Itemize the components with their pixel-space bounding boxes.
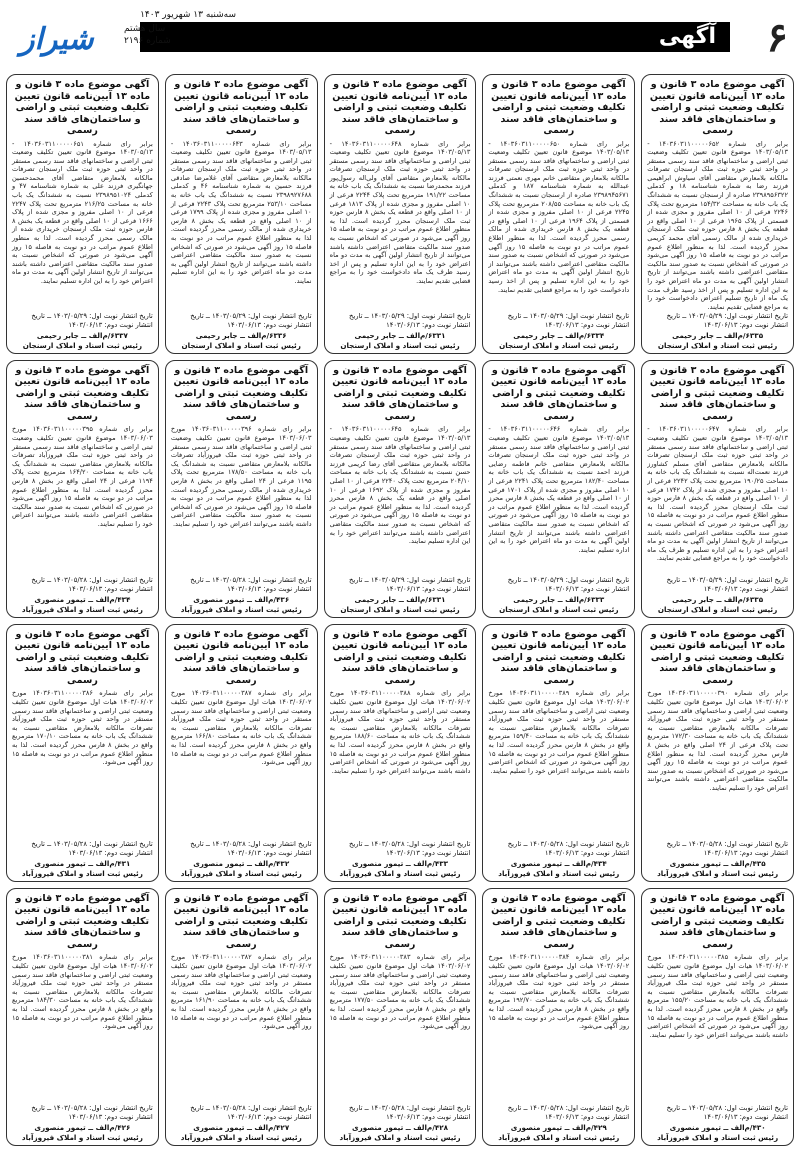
notice-office: رئیس ثبت اسناد و املاک ارسنجان (657, 340, 778, 350)
notice-code: ۴۲۹/م‌الف ــ تیمور منصوری (510, 1123, 607, 1133)
notice-box (165, 888, 318, 1146)
notice-body: برابر رای شماره ۱۴۰۳۶۰۳۱۱۰۰۰۰۰۶۴۵ - ۱۴۰۳/۰۵/۱۳ موضوع قانون تعیین تکلیف وضعیت ثبتی اراضی و ساختمانهای فاقد سند رسمی مستقر در واحد ثبتی حوزه ثبت ملک ارسنجان تصرفات مالکانه بلامعارض متقاضی آقای رضا کریمی فرزند حسن نسبت به ششدانگ یک باب خانه به مساحت ۲۰۴/۱۰ مترمربع تحت پلاک ۲۲۴۰ فرعی از ۱۰ اصلی مفروز و مجزی شده از پلاک ۱۶۹۲ فرعی از ۱۰ اصلی واقع در قطعه یک بخش ۸ فارس محرز گردیده است. لذا به منظور اطلاع عموم مراتب در دو نوبت به فاصله ۱۵ روز آگهی می‌شود در صورتی که اشخاص نسبت به صدور سند مالکیت متقاضی اعتراضی داشته باشند می‌توانند اعتراض خود را به این اداره تسلیم نمایند. (329, 425, 471, 546)
notice-body: برابر رای شماره ۱۴۰۳۶۰۳۱۱۰۰۰۰۰۳۸۸ مورخ ۱۴۰۳/۰۶/۰۲ هیات اول موضوع قانون تعیین تکلیف وضعیت ثبتی اراضی و ساختمانهای فاقد سند رسمی مستقر در واحد ثبتی حوزه ثبت ملک فیروزآباد تصرفات مالکانه بلامعارض متقاضی نسبت به ششدانگ یک باب خانه به مساحت ۱۸۸/۶۰ مترمربع واقع در بخش ۸ فارس محرز گردیده است. لذا به منظور اطلاع عموم مراتب در دو نوبت به فاصله ۱۵ روز آگهی می‌شود در صورتی که اشخاص اعتراضی داشته باشند می‌توانند اعتراض خود را تسلیم نمایند. (329, 689, 471, 775)
notice-title: آگهی موضوع ماده ۳ قانون و ماده ۱۳ آیین‌نامه قانون تعیین تکلیف وضعیت ثبتی و اراضی و ساختمان‌های فاقد سند رسمی (332, 892, 468, 950)
notice-dates: تاریخ انتشار نوبت اول: ۱۴۰۳/۰۵/۲۸ ــ تاریخ انتشار نوبت دوم: ۱۴۰۳/۰۶/۱۳ (31, 840, 153, 857)
notice-dates: تاریخ انتشار نوبت اول: ۱۴۰۳/۰۵/۲۹ ــ تاریخ انتشار نوبت دوم: ۱۴۰۳/۰۶/۱۳ (507, 576, 630, 593)
notice-title: آگهی موضوع ماده ۳ قانون و ماده ۱۳ آیین‌نامه قانون تعیین تکلیف وضعیت ثبتی و اراضی و ساختمان‌های فاقد سند رسمی (649, 892, 786, 950)
notice-title: آگهی موضوع ماده ۳ قانون و ماده ۱۳ آیین‌نامه قانون تعیین تکلیف وضعیت ثبتی و اراضی و ساختمان‌های فاقد سند رسمی (332, 79, 468, 136)
notice-box (482, 888, 635, 1146)
notice-dates: تاریخ انتشار نوبت اول: ۱۴۰۳/۰۵/۲۸ ــ تاریخ انتشار نوبت دوم: ۱۴۰۳/۰۶/۱۳ (190, 1104, 312, 1121)
issue-date: سه‌شنبه ۱۳ شهریور ۱۴۰۳ (140, 10, 236, 20)
notice-title: آگهی موضوع ماده ۳ قانون و ماده ۱۳ آیین‌نامه قانون تعیین تکلیف وضعیت ثبتی و اراضی و ساختمان‌های فاقد سند رسمی (491, 892, 627, 950)
notice-title: آگهی موضوع ماده ۳ قانون و ماده ۱۳ آیین‌نامه قانون تعیین تکلیف وضعیت ثبتی و اراضی و ساختمان‌های فاقد سند رسمی (173, 79, 309, 136)
notice-office: رئیس ثبت اسناد و املاک فیروزآباد (339, 1132, 461, 1142)
notice-office: رئیس ثبت اسناد و املاک ارسنجان (657, 604, 778, 614)
notice-title: آگهی موضوع ماده ۳ قانون و ماده ۱۳ آیین‌نامه قانون تعیین تکلیف وضعیت ثبتی و اراضی و ساختمان‌های فاقد سند رسمی (173, 628, 309, 686)
notice-office: رئیس ثبت اسناد و املاک فیروزآباد (657, 868, 779, 878)
notice-office: رئیس ثبت اسناد و املاک فیروزآباد (21, 868, 143, 878)
notice-title: آگهی موضوع ماده ۳ قانون و ماده ۱۳ آیین‌نامه قانون تعیین تکلیف وضعیت ثبتی و اراضی و ساختمان‌های فاقد سند رسمی (491, 79, 627, 136)
notice-code: ۴۳۵/م‌الف ــ تیمور منصوری (669, 859, 766, 869)
notice-dates: تاریخ انتشار نوبت اول: ۱۴۰۳/۰۵/۲۸ ــ تاریخ انتشار نوبت دوم: ۱۴۰۳/۰۶/۱۳ (666, 1104, 788, 1121)
notice-body: برابر رای شماره ۱۴۰۳۶۰۳۱۱۰۰۰۰۰۳۸۷ مورخ ۱۴۰۳/۰۶/۰۲ هیات اول موضوع قانون تعیین تکلیف وضعیت ثبتی اراضی و ساختمانهای فاقد سند رسمی مستقر در واحد ثبتی حوزه ثبت ملک فیروزآباد تصرفات مالکانه بلامعارض متقاضی نسبت به ششدانگ یک باب خانه به مساحت ۱۶۶/۸۰ مترمربع واقع در بخش ۸ فارس محرز گردیده است. لذا به منظور اطلاع عموم مراتب در دو نوبت به فاصله ۱۵ روز آگهی می‌شود. (170, 689, 312, 767)
notice-title: آگهی موضوع ماده ۳ قانون و ماده ۱۳ آیین‌نامه قانون تعیین تکلیف وضعیت ثبتی و اراضی و ساختمان‌های فاقد سند رسمی (14, 79, 151, 136)
page-header (0, 0, 800, 72)
notice-dates: تاریخ انتشار نوبت اول: ۱۴۰۳/۰۵/۲۸ ــ تاریخ انتشار نوبت دوم: ۱۴۰۳/۰۶/۱۳ (190, 576, 312, 593)
notice-code: ۶۳۳۴/م‌الف ــ جابر رحیمی (513, 331, 605, 341)
notice-code: ۶۳۳۱/م‌الف ــ جابر رحیمی (354, 331, 446, 341)
notice-code: ۴۲۶/م‌الف ــ تیمور منصوری (34, 1123, 131, 1133)
notice-code: ۴۳۳/م‌الف ــ تیمور منصوری (352, 859, 449, 869)
notice-box (6, 888, 159, 1146)
notice-dates: تاریخ انتشار نوبت اول: ۱۴۰۳/۰۵/۲۸ ــ تاریخ انتشار نوبت دوم: ۱۴۰۳/۰۶/۱۳ (190, 840, 312, 857)
notice-code: ۴۳۲/م‌الف ــ تیمور منصوری (193, 859, 290, 869)
notice-code: ۴۲۸/م‌الف ــ تیمور منصوری (352, 1123, 449, 1133)
notice-dates: تاریخ انتشار نوبت اول: ۱۴۰۳/۰۵/۲۸ ــ تاریخ انتشار نوبت دوم: ۱۴۰۳/۰۶/۱۳ (31, 1104, 153, 1121)
notice-box (324, 624, 477, 882)
notice-office: رئیس ثبت اسناد و املاک فیروزآباد (180, 1132, 302, 1142)
notice-dates: تاریخ انتشار نوبت اول: ۱۴۰۳/۰۵/۲۸ ــ تاریخ انتشار نوبت دوم: ۱۴۰۳/۰۶/۱۳ (507, 840, 630, 857)
notice-box (324, 888, 477, 1146)
notice-body: برابر رای شماره ۱۴۰۳۶۰۳۱۱۰۰۰۰۰۶۴۷ - ۱۴۰۳/۰۵/۱۳ موضوع قانون تعیین تکلیف وضعیت ثبتی اراضی و ساختمانهای فاقد سند رسمی مستقر در واحد ثبتی حوزه ثبت ملک ارسنجان تصرفات مالکانه بلامعارض متقاضی آقای مسلم کشاورز فرزند نعمت‌اله نسبت به ششدانگ یک باب خانه به مساحت ۱۹۰/۲۵ مترمربع تحت پلاک ۲۲۴۲ فرعی از ۱۰ اصلی مفروز و مجزی شده از پلاک ۱۷۴۲ فرعی از ۱۰ اصلی واقع در قطعه یک بخش ۸ فارس حوزه ثبت ملک ارسنجان محرز گردیده است. لذا به منظور اطلاع عموم مراتب در دو نوبت به فاصله ۱۵ روز آگهی می‌شود در صورتی که اشخاص نسبت به صدور سند مالکیت متقاضی اعتراضی داشته باشند می‌توانند از تاریخ انتشار اولین آگهی به مدت دو ماه اعتراض خود را به این اداره تسلیم و ظرف یک ماه دادخواست خود را به مراجع قضایی تقدیم نمایند. (647, 425, 788, 563)
notice-box (165, 624, 318, 882)
notice-code: ۶۳۳۷/م‌الف ــ جابر رحیمی (36, 331, 128, 341)
notice-title: آگهی موضوع ماده ۳ قانون و ماده ۱۳ آیین‌نامه قانون تعیین تکلیف وضعیت ثبتی و اراضی و ساختمان‌های فاقد سند رسمی (649, 79, 786, 136)
notice-title: آگهی موضوع ماده ۳ قانون و ماده ۱۳ آیین‌نامه قانون تعیین تکلیف وضعیت ثبتی و اراضی و ساختمان‌های فاقد سند رسمی (491, 364, 627, 422)
notice-title: آگهی موضوع ماده ۳ قانون و ماده ۱۳ آیین‌نامه قانون تعیین تکلیف وضعیت ثبتی و اراضی و ساختمان‌های فاقد سند رسمی (649, 628, 786, 686)
notice-body: برابر رای شماره ۱۴۰۳۶۰۳۱۱۰۰۰۰۰۳۸۱ مورخ ۱۴۰۳/۰۶/۰۲ هیات اول موضوع قانون تعیین تکلیف وضعیت ثبتی اراضی و ساختمانهای فاقد سند رسمی مستقر در واحد ثبتی حوزه ثبت ملک فیروزآباد تصرفات مالکانه بلامعارض متقاضی نسبت به ششدانگ یک باب خانه به مساحت ۱۸۴/۳۰ مترمربع واقع در بخش ۸ فارس محرز گردیده است. لذا به منظور اطلاع عموم مراتب در دو نوبت به فاصله ۱۵ روز آگهی می‌شود. (12, 953, 153, 1031)
notice-body: برابر رای شماره ۱۴۰۳۶۰۳۱۱۰۰۰۰۰۳۹۵ مورخ ۱۴۰۳/۰۶/۰۳ موضوع قانون تعیین تکلیف وضعیت ثبتی اراضی و ساختمانهای فاقد سند رسمی مستقر در واحد ثبتی حوزه ثبت ملک فیروزآباد تصرفات مالکانه بلامعارض متقاضی نسبت به ششدانگ یک باب خانه به مساحت ۱۶۴/۲۰ مترمربع تحت پلاک ۱۱۹۴ فرعی از ۲۴ اصلی واقع در بخش ۸ فارس محرز گردیده است. لذا به منظور اطلاع عموم مراتب در دو نوبت به فاصله ۱۵ روز آگهی می‌شود در صورتی که اشخاص نسبت به صدور سند مالکیت متقاضی اعتراضی داشته باشند می‌توانند اعتراض خود را تسلیم نمایند. (12, 425, 153, 528)
page-number: ۶ (766, 14, 788, 61)
notice-office: رئیس ثبت اسناد و املاک ارسنجان (499, 340, 619, 350)
notice-dates: تاریخ انتشار نوبت اول: ۱۴۰۳/۰۵/۲۹ ــ تاریخ انتشار نوبت دوم: ۱۴۰۳/۰۶/۱۳ (348, 312, 471, 329)
notice-body: برابر رای شماره ۱۴۰۳۶۰۳۱۱۰۰۰۰۰۳۸۳ مورخ ۱۴۰۳/۰۶/۰۲ هیات اول موضوع قانون تعیین تکلیف وضعیت ثبتی اراضی و ساختمانهای فاقد سند رسمی مستقر در واحد ثبتی حوزه ثبت ملک فیروزآباد تصرفات مالکانه بلامعارض متقاضی نسبت به ششدانگ یک باب خانه به مساحت ۱۷۷/۵۰ مترمربع واقع در بخش ۸ فارس محرز گردیده است. لذا به منظور اطلاع عموم مراتب در دو نوبت به فاصله ۱۵ روز آگهی می‌شود. (329, 953, 471, 1031)
notice-dates: تاریخ انتشار نوبت اول: ۱۴۰۳/۰۵/۲۹ ــ تاریخ انتشار نوبت دوم: ۱۴۰۳/۰۶/۱۳ (348, 576, 471, 593)
notice-body: برابر رای شماره ۱۴۰۳۶۰۳۱۱۰۰۰۰۰۳۸۴ مورخ ۱۴۰۳/۰۶/۰۲ هیات اول موضوع قانون تعیین تکلیف وضعیت ثبتی اراضی و ساختمانهای فاقد سند رسمی مستقر در واحد ثبتی حوزه ثبت ملک فیروزآباد تصرفات مالکانه بلامعارض متقاضی نسبت به ششدانگ یک باب خانه به مساحت ۱۹۲/۷۰ مترمربع واقع در بخش ۸ فارس محرز گردیده است. لذا به منظور اطلاع عموم مراتب در دو نوبت به فاصله ۱۵ روز آگهی می‌شود. (488, 953, 630, 1031)
notice-title: آگهی موضوع ماده ۳ قانون و ماده ۱۳ آیین‌نامه قانون تعیین تکلیف وضعیت ثبتی و اراضی و ساختمان‌های فاقد سند رسمی (491, 628, 627, 686)
notice-box (324, 74, 477, 354)
notice-box (165, 360, 318, 618)
notice-code: ۴۳۱/م‌الف ــ تیمور منصوری (34, 859, 131, 869)
issue-year: سال هشتم (124, 24, 166, 34)
notice-office: رئیس ثبت اسناد و املاک فیروزآباد (339, 868, 461, 878)
notice-dates: تاریخ انتشار نوبت اول: ۱۴۰۳/۰۵/۲۹ ــ تاریخ انتشار نوبت دوم: ۱۴۰۳/۰۶/۱۳ (190, 312, 312, 329)
notice-office: رئیس ثبت اسناد و املاک فیروزآباد (21, 604, 143, 614)
notice-box (641, 888, 794, 1146)
notice-office: رئیس ثبت اسناد و املاک ارسنجان (499, 604, 619, 614)
notice-title: آگهی موضوع ماده ۳ قانون و ماده ۱۳ آیین‌نامه قانون تعیین تکلیف وضعیت ثبتی و اراضی و ساختمان‌های فاقد سند رسمی (14, 364, 151, 422)
notice-box (482, 360, 635, 618)
notice-code: ۶۳۳۵/م‌الف ــ جابر رحیمی (672, 595, 764, 605)
notice-body: برابر رای شماره ۱۴۰۳۶۰۳۱۱۰۰۰۰۰۶۵۲ - ۱۴۰۳/۰۵/۱۳ موضوع قانون تعیین تکلیف وضعیت ثبتی اراضی و ساختمانهای فاقد سند رسمی مستقر در واحد ثبتی حوزه ثبت ملک ارسنجان تصرفات مالکانه بلامعارض متقاضی آقای سیاوش ابراهیمی فرزند رضا به شماره شناسنامه ۱۸ و کدملی ۲۳۹۸۹۵۶۳۲۲ صادره از ارسنجان نسبت به ششدانگ یک باب خانه به مساحت ۱۵۴/۳۲ مترمربع تحت پلاک ۲۲۴۶ فرعی از ۱۰ اصلی مفروز و مجزی شده از قسمتی از پلاک ۱۹۶۵ فرعی از ۱۰ اصلی واقع در قطعه یک بخش ۸ فارس حوزه ثبت ملک ارسنجان خریداری شده از مالک رسمی آقای محمد کریمی محرز گردیده است. لذا به منظور اطلاع عموم مراتب در دو نوبت به فاصله ۱۵ روز آگهی می‌شود در صورتی که اشخاص نسبت به صدور سند مالکیت متقاضی اعتراضی داشته باشند می‌توانند از تاریخ انتشار اولین آگهی به مدت دو ماه اعتراض خود را به این اداره تسلیم و پس از اخذ رسید ظرف مدت یک ماه از تاریخ تسلیم اعتراض دادخواست خود را به مراجع قضایی تقدیم نمایند. (647, 139, 789, 311)
notice-dates: تاریخ انتشار نوبت اول: ۱۴۰۳/۰۵/۲۹ ــ تاریخ انتشار نوبت دوم: ۱۴۰۳/۰۶/۱۳ (31, 312, 153, 329)
notice-dates: تاریخ انتشار نوبت اول: ۱۴۰۳/۰۵/۲۸ ــ تاریخ انتشار نوبت دوم: ۱۴۰۳/۰۶/۱۳ (348, 840, 471, 857)
notice-office: رئیس ثبت اسناد و املاک ارسنجان (340, 604, 460, 614)
notice-code: ۶۳۳۵/م‌الف ــ جابر رحیمی (672, 331, 764, 341)
notice-code: ۴۳۰/م‌الف ــ تیمور منصوری (669, 1123, 766, 1133)
notice-body: برابر رای شماره ۱۴۰۳۶۰۳۱۱۰۰۰۰۰۳۸۵ مورخ ۱۴۰۳/۰۶/۰۲ هیات اول موضوع قانون تعیین تکلیف وضعیت ثبتی اراضی و ساختمانهای فاقد سند رسمی مستقر در واحد ثبتی حوزه ثبت ملک فیروزآباد تصرفات مالکانه بلامعارض متقاضی نسبت به ششدانگ یک باب خانه به مساحت ۱۵۵/۲۰ مترمربع واقع در بخش ۸ فارس محرز گردیده است. لذا به منظور اطلاع عموم مراتب در دو نوبت به فاصله ۱۵ روز آگهی می‌شود در صورتی که اشخاص اعتراضی داشته باشند می‌توانند اعتراض خود را تسلیم نمایند. (647, 953, 788, 1039)
notice-box (6, 624, 159, 882)
section-title: آگهی (658, 24, 716, 49)
notice-body: برابر رای شماره ۱۴۰۳۶۰۳۱۱۰۰۰۰۰۳۸۹ مورخ ۱۴۰۳/۰۶/۰۲ هیات اول موضوع قانون تعیین تکلیف وضعیت ثبتی اراضی و ساختمانهای فاقد سند رسمی مستقر در واحد ثبتی حوزه ثبت ملک فیروزآباد تصرفات مالکانه بلامعارض متقاضی نسبت به ششدانگ یک باب خانه به مساحت ۱۵۹/۴۰ مترمربع واقع در بخش ۸ فارس محرز گردیده است. لذا به منظور اطلاع عموم مراتب در دو نوبت به فاصله ۱۵ روز آگهی می‌شود در صورتی که اشخاص اعتراضی داشته باشند می‌توانند اعتراض خود را تسلیم نمایند. (488, 689, 630, 775)
notice-title: آگهی موضوع ماده ۳ قانون و ماده ۱۳ آیین‌نامه قانون تعیین تکلیف وضعیت ثبتی و اراضی و ساختمان‌های فاقد سند رسمی (649, 364, 786, 422)
notice-box (482, 624, 635, 882)
notice-box (165, 74, 318, 354)
notice-box (6, 74, 159, 354)
notice-office: رئیس ثبت اسناد و املاک فیروزآباد (498, 1132, 620, 1142)
notice-body: برابر رای شماره ۱۴۰۳۶۰۳۱۱۰۰۰۰۰۶۵۱ - ۱۴۰۳/۰۵/۱۳ موضوع قانون تعیین تکلیف وضعیت ثبتی اراضی و ساختمانهای فاقد سند رسمی مستقر در واحد ثبتی حوزه ثبت ملک ارسنجان تصرفات مالکانه بلامعارض متقاضی آقای محمدحسین جهانگیری فرزند علی به شماره شناسنامه ۴۷ و کدملی ۲۳۹۸۹۵۱۰۲۴ نسبت به ششدانگ یک باب خانه به مساحت ۲۱۶/۲۵ مترمربع تحت پلاک ۲۲۴۷ فرعی از ۱۰ اصلی مفروز و مجزی شده از پلاک ۱۶۶۶ فرعی از ۱۰ اصلی واقع در قطعه یک بخش ۸ فارس حوزه ثبت ملک ارسنجان خریداری شده از مالک رسمی محرز گردیده است. لذا به منظور اطلاع عموم مراتب در دو نوبت به فاصله ۱۵ روز آگهی می‌شود در صورتی که اشخاص نسبت به صدور سند مالکیت متقاضی اعتراضی داشته باشند می‌توانند از تاریخ انتشار اولین آگهی به مدت دو ماه اعتراض خود را به این اداره تسلیم نمایند. (12, 139, 153, 285)
notice-office: رئیس ثبت اسناد و املاک ارسنجان (22, 340, 143, 350)
notice-title: آگهی موضوع ماده ۳ قانون و ماده ۱۳ آیین‌نامه قانون تعیین تکلیف وضعیت ثبتی و اراضی و ساختمان‌های فاقد سند رسمی (332, 628, 468, 686)
notice-body: برابر رای شماره ۱۴۰۳۶۰۳۱۱۰۰۰۰۰۳۸۶ مورخ ۱۴۰۳/۰۶/۰۲ هیات اول موضوع قانون تعیین تکلیف وضعیت ثبتی اراضی و ساختمانهای فاقد سند رسمی مستقر در واحد ثبتی حوزه ثبت ملک فیروزآباد تصرفات مالکانه بلامعارض متقاضی نسبت به ششدانگ یک باب خانه به مساحت ۱۷۰/۱۰ مترمربع واقع در بخش ۸ فارس محرز گردیده است. لذا به منظور اطلاع عموم مراتب در دو نوبت به فاصله ۱۵ روز آگهی می‌شود. (12, 689, 153, 767)
notice-box (324, 360, 477, 618)
ads-grid (6, 74, 794, 1146)
notice-box (641, 74, 794, 354)
notice-code: ۶۳۳۱/م‌الف ــ جابر رحیمی (354, 595, 446, 605)
notice-dates: تاریخ انتشار نوبت اول: ۱۴۰۳/۰۵/۲۹ ــ تاریخ انتشار نوبت دوم: ۱۴۰۳/۰۶/۱۳ (666, 576, 788, 593)
notice-title: آگهی موضوع ماده ۳ قانون و ماده ۱۳ آیین‌نامه قانون تعیین تکلیف وضعیت ثبتی و اراضی و ساختمان‌های فاقد سند رسمی (173, 892, 309, 950)
notice-dates: تاریخ انتشار نوبت اول: ۱۴۰۳/۰۵/۲۸ ــ تاریخ انتشار نوبت دوم: ۱۴۰۳/۰۶/۱۳ (666, 840, 788, 857)
notice-body: برابر رای شماره ۱۴۰۳۶۰۳۱۱۰۰۰۰۰۶۴۸ - ۱۴۰۳/۰۵/۱۳ موضوع قانون تعیین تکلیف وضعیت ثبتی اراضی و ساختمانهای فاقد سند رسمی مستقر در واحد ثبتی حوزه ثبت ملک ارسنجان تصرفات مالکانه بلامعارض متقاضی آقای ولی‌اله رسول‌پور فرزند محمدرضا نسبت به ششدانگ یک باب خانه به مساحت ۱۹۱/۲۲ مترمربع تحت پلاک ۲۲۴۴ فرعی از ۱۰ اصلی مفروز و مجزی شده از پلاک ۱۸۱۳ فرعی از ۱۰ اصلی واقع در قطعه یک بخش ۸ فارس حوزه ثبت ملک ارسنجان محرز گردیده است. لذا به منظور اطلاع عموم مراتب در دو نوبت به فاصله ۱۵ روز آگهی می‌شود در صورتی که اشخاص نسبت به صدور سند مالکیت متقاضی اعتراضی داشته باشند می‌توانند از تاریخ انتشار اولین آگهی به مدت دو ماه اعتراض خود را به این اداره تسلیم و پس از اخذ رسید ظرف یک ماه دادخواست خود را به مراجع قضایی تقدیم نمایند. (329, 139, 471, 285)
notice-body: برابر رای شماره ۱۴۰۳۶۰۳۱۱۰۰۰۰۰۶۵۰ - ۱۴۰۳/۰۵/۱۳ موضوع قانون تعیین تکلیف وضعیت ثبتی اراضی و ساختمانهای فاقد سند رسمی مستقر در واحد ثبتی حوزه ثبت ملک ارسنجان تصرفات مالکانه بلامعارض متقاضی خانم مهری نعمتی فرزند عبدالله به شماره شناسنامه ۱۸۷ و کدملی ۲۳۹۸۹۴۵۶۷۱ صادره از ارسنجان نسبت به ششدانگ یک باب خانه به مساحت ۲۰۸/۵۵ مترمربع تحت پلاک ۲۲۴۵ فرعی از ۱۰ اصلی مفروز و مجزی شده از قسمتی از پلاک ۱۹۶۴ فرعی از ۱۰ اصلی واقع در قطعه یک بخش ۸ فارس خریداری شده از مالک رسمی محرز گردیده است. لذا به منظور اطلاع عموم مراتب در دو نوبت به فاصله ۱۵ روز آگهی می‌شود در صورتی که اشخاص نسبت به صدور سند مالکیت متقاضی اعتراضی داشته باشند می‌توانند از تاریخ انتشار اولین آگهی به مدت دو ماه اعتراض خود را به این اداره تسلیم و پس از اخذ رسید دادخواست خود را به مراجع قضایی تقدیم نمایند. (488, 139, 630, 294)
notice-office: رئیس ثبت اسناد و املاک فیروزآباد (657, 1132, 779, 1142)
notice-office: رئیس ثبت اسناد و املاک ارسنجان (340, 340, 460, 350)
notice-code: ۴۳۴/م‌الف ــ تیمور منصوری (510, 859, 607, 869)
notice-dates: تاریخ انتشار نوبت اول: ۱۴۰۳/۰۵/۲۹ ــ تاریخ انتشار نوبت دوم: ۱۴۰۳/۰۶/۱۳ (666, 312, 788, 329)
notice-box (482, 74, 635, 354)
notice-box (6, 360, 159, 618)
section-banner (140, 22, 730, 52)
masthead-logo-block (16, 10, 236, 64)
notice-dates: تاریخ انتشار نوبت اول: ۱۴۰۳/۰۵/۲۸ ــ تاریخ انتشار نوبت دوم: ۱۴۰۳/۰۶/۱۳ (507, 1104, 630, 1121)
notice-title: آگهی موضوع ماده ۳ قانون و ماده ۱۳ آیین‌نامه قانون تعیین تکلیف وضعیت ثبتی و اراضی و ساختمان‌های فاقد سند رسمی (173, 364, 309, 422)
notice-code: ۴۳۶/م‌الف ــ تیمور منصوری (193, 595, 290, 605)
notice-body: برابر رای شماره ۱۴۰۳۶۰۳۱۱۰۰۰۰۰۶۴۳ - ۱۴۰۳/۰۵/۱۳ موضوع قانون تعیین تکلیف وضعیت ثبتی اراضی و ساختمانهای فاقد سند رسمی مستقر در واحد ثبتی حوزه ثبت ملک ارسنجان تصرفات مالکانه بلامعارض متقاضی آقای غلامرضا صادقی فرزند حسین به شماره شناسنامه ۴۶ و کدملی ۲۳۹۸۹۲۷۶۸۸ نسبت به ششدانگ یک باب خانه به مساحت ۲۵۳/۱۰ مترمربع تحت پلاک ۲۲۴۳ فرعی از ۱۰ اصلی مفروز و مجزی شده از پلاک ۱۷۹۹ فرعی از ۱۰ اصلی واقع در قطعه یک بخش ۸ فارس خریداری شده از مالک رسمی محرز گردیده است. لذا به منظور اطلاع عموم مراتب در دو نوبت به فاصله ۱۵ روز آگهی می‌شود در صورتی که اشخاص نسبت به صدور سند مالکیت متقاضی اعتراضی داشته باشند می‌توانند از تاریخ انتشار اولین آگهی به مدت دو ماه اعتراض خود را به این اداره تسلیم نمایند. (170, 139, 312, 285)
issue-number: شماره ۲۱۹۶ (124, 36, 171, 46)
notice-office: رئیس ثبت اسناد و املاک فیروزآباد (21, 1132, 143, 1142)
notice-code: ۴۲۷/م‌الف ــ تیمور منصوری (193, 1123, 290, 1133)
notice-dates: تاریخ انتشار نوبت اول: ۱۴۰۳/۰۵/۲۸ ــ تاریخ انتشار نوبت دوم: ۱۴۰۳/۰۶/۱۳ (31, 576, 153, 593)
notice-body: برابر رای شماره ۱۴۰۳۶۰۳۱۱۰۰۰۰۰۳۹۰ مورخ ۱۴۰۳/۰۶/۰۲ هیات اول موضوع قانون تعیین تکلیف وضعیت ثبتی اراضی و ساختمانهای فاقد سند رسمی مستقر در واحد ثبتی حوزه ثبت ملک فیروزآباد تصرفات مالکانه بلامعارض متقاضی نسبت به ششدانگ یک باب خانه به مساحت ۱۷۲/۳۰ مترمربع تحت پلاک فرعی از ۲۴ اصلی واقع در بخش ۸ فارس محرز گردیده است. لذا به منظور اطلاع عموم مراتب در دو نوبت به فاصله ۱۵ روز آگهی می‌شود در صورتی که اشخاص نسبت به صدور سند مالکیت متقاضی اعتراضی داشته باشند می‌توانند اعتراض خود را تسلیم نمایند. (647, 689, 789, 792)
notice-title: آگهی موضوع ماده ۳ قانون و ماده ۱۳ آیین‌نامه قانون تعیین تکلیف وضعیت ثبتی و اراضی و ساختمان‌های فاقد سند رسمی (332, 364, 468, 422)
notice-body: برابر رای شماره ۱۴۰۳۶۰۳۱۱۰۰۰۰۰۶۴۶ - ۱۴۰۳/۰۵/۱۳ موضوع قانون تعیین تکلیف وضعیت ثبتی اراضی و ساختمانهای فاقد سند رسمی مستقر در واحد ثبتی حوزه ثبت ملک ارسنجان تصرفات مالکانه بلامعارض متقاضی خانم فاطمه رضایی فرزند احمد نسبت به ششدانگ یک باب خانه به مساحت ۱۸۲/۴۰ مترمربع تحت پلاک ۲۲۴۱ فرعی از ۱۰ اصلی مفروز و مجزی شده از پلاک ۱۷۰۱ فرعی از ۱۰ اصلی واقع در قطعه یک بخش ۸ فارس محرز گردیده است. لذا به منظور اطلاع عموم مراتب در دو نوبت به فاصله ۱۵ روز آگهی می‌شود در صورتی که اشخاص نسبت به صدور سند مالکیت متقاضی اعتراضی داشته باشند می‌توانند از تاریخ انتشار اولین آگهی به مدت دو ماه اعتراض خود را به این اداره تسلیم نمایند. (488, 425, 630, 554)
notice-dates: تاریخ انتشار نوبت اول: ۱۴۰۳/۰۵/۲۹ ــ تاریخ انتشار نوبت دوم: ۱۴۰۳/۰۶/۱۳ (507, 312, 630, 329)
notice-code: ۶۳۳۳/م‌الف ــ جابر رحیمی (513, 595, 605, 605)
notice-box (641, 360, 794, 618)
notice-box (641, 624, 794, 882)
notice-dates: تاریخ انتشار نوبت اول: ۱۴۰۳/۰۵/۲۸ ــ تاریخ انتشار نوبت دوم: ۱۴۰۳/۰۶/۱۳ (348, 1104, 471, 1121)
notice-code: ۴۳۴/م‌الف ــ تیمور منصوری (34, 595, 131, 605)
notice-office: رئیس ثبت اسناد و املاک فیروزآباد (180, 604, 302, 614)
notice-office: رئیس ثبت اسناد و املاک فیروزآباد (498, 868, 620, 878)
notice-body: برابر رای شماره ۱۴۰۳۶۰۳۱۱۰۰۰۰۰۳۸۲ مورخ ۱۴۰۳/۰۶/۰۲ هیات اول موضوع قانون تعیین تکلیف وضعیت ثبتی اراضی و ساختمانهای فاقد سند رسمی مستقر در واحد ثبتی حوزه ثبت ملک فیروزآباد تصرفات مالکانه بلامعارض متقاضی نسبت به ششدانگ یک باب خانه به مساحت ۱۶۱/۹۰ مترمربع واقع در بخش ۸ فارس محرز گردیده است. لذا به منظور اطلاع عموم مراتب در دو نوبت به فاصله ۱۵ روز آگهی می‌شود. (170, 953, 312, 1031)
notice-code: ۶۳۳۶/م‌الف ــ جابر رحیمی (195, 331, 287, 341)
notice-office: رئیس ثبت اسناد و املاک ارسنجان (181, 340, 301, 350)
notice-title: آگهی موضوع ماده ۳ قانون و ماده ۱۳ آیین‌نامه قانون تعیین تکلیف وضعیت ثبتی و اراضی و ساختمان‌های فاقد سند رسمی (14, 628, 151, 686)
notice-body: برابر رای شماره ۱۴۰۳۶۰۳۱۱۰۰۰۰۰۳۹۶ مورخ ۱۴۰۳/۰۶/۰۳ موضوع قانون تعیین تکلیف وضعیت ثبتی اراضی و ساختمانهای فاقد سند رسمی مستقر در واحد ثبتی حوزه ثبت ملک فیروزآباد تصرفات مالکانه بلامعارض متقاضی نسبت به ششدانگ یک باب خانه به مساحت ۱۷۸/۵۰ مترمربع تحت پلاک ۱۱۹۵ فرعی از ۲۴ اصلی واقع در بخش ۸ فارس خریداری شده از مالک رسمی محرز گردیده است. لذا به منظور اطلاع عموم مراتب در دو نوبت به فاصله ۱۵ روز آگهی می‌شود در صورتی که اشخاص نسبت به صدور سند مالکیت متقاضی اعتراضی داشته باشند می‌توانند اعتراض خود را تسلیم نمایند. (170, 425, 312, 528)
notice-office: رئیس ثبت اسناد و املاک فیروزآباد (180, 868, 302, 878)
notice-title: آگهی موضوع ماده ۳ قانون و ماده ۱۳ آیین‌نامه قانون تعیین تکلیف وضعیت ثبتی و اراضی و ساختمان‌های فاقد سند رسمی (14, 892, 151, 950)
newspaper-logo: شیراز (20, 22, 94, 57)
